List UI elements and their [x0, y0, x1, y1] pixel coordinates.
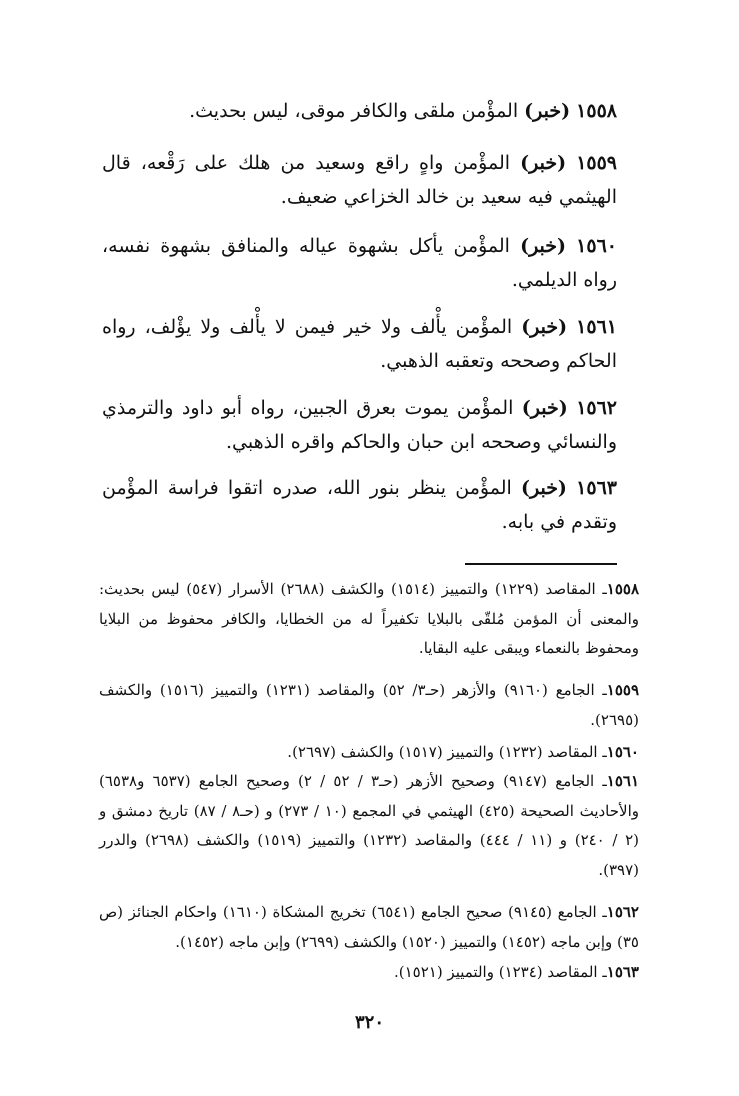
entry-text: المؤْمن ينظر بنور الله، صدره اتقوا فراسة المؤْمن وتقدم في بابه. [102, 477, 617, 533]
footnote-text: ـ الجامع (٩١٤٥) صحيح الجامع (٦٥٤١) تخريج المشكاة (١٦١٠) واحكام الجنائز (ص ٣٥) وإبن ماجه (١٤٥٢) والتمييز (١٥٢٠) والكشف (٢٦٩٩) وإبن ماجه (١٤٥٢). [99, 903, 639, 951]
entry-tag: (خبر) [520, 235, 567, 257]
entry-number: ١٥٦٠ [576, 235, 617, 257]
entry-number: ١٥٦٣ [576, 477, 617, 499]
footnote-text: ـ الجامع (٩١٤٧) وصحيح الأزهر (حـ٣ / ٥٢ / ٢) وصحيح الجامع (٦٥٣٧ و٦٥٣٨) والأحاديث الصحيحة (٤٢٥) الهيثمي في المجمع (١٠ / ٢٧٣) و (حـ٨ / ٨٧) تاريخ دمشق و (٢ / ٢٤٠) و (١١ / ٤٤٤) والمقاصد (١٢٣٢) والتمييز (١٥١٩) والكشف (٢٦٩٨) والدرر (٣٩٧). [99, 772, 640, 879]
entry-1558 [102, 94, 617, 128]
entry-number: ١٥٦١ [576, 316, 617, 338]
entry-tag: (خبر) [524, 100, 571, 122]
footnote-text: ـ الجامع (٩١٦٠) والأزهر (حـ٣/ ٥٢) والمقاصد (١٢٣١) والتمييز (١٥١٦) والكشف (٢٦٩٥). [99, 681, 639, 729]
entry-text: المؤْمن يأْلف ولا خير فيمن لا يأْلف ولا يؤْلف، رواه الحاكم وصححه وتعقبه الذهبي. [102, 316, 617, 372]
entry-tag: (خبر) [520, 477, 567, 499]
footnote-1562 [99, 898, 639, 957]
entry-1561 [102, 310, 617, 378]
footnote-number: ١٥٥٨ [606, 580, 640, 598]
footnote-number: ١٥٦٢ [606, 903, 639, 921]
entry-tag: (خبر) [521, 397, 568, 419]
entry-text: المؤْمن يموت بعرق الجبين، رواه أبو داود والترمذي والنسائي وصححه ابن حبان والحاكم واقره الذهبي. [102, 397, 617, 453]
footnote-number: ١٥٦٣ [606, 963, 639, 981]
entry-text: المؤْمن واهٍ راقع وسعيد من هلك على رَقْعه، قال الهيثمي فيه سعيد بن خالد الخزاعي ضعيف. [102, 152, 617, 208]
footnote-text: ـ المقاصد (١٢٢٩) والتمييز (١٥١٤) والكشف (٢٦٨٨) الأسرار (٥٤٧) ليس بحديث: والمعنى أن المؤمن مُلقّى بالبلايا تكفيراً له من الخطايا، والكافر محفوظ من البلايا ومحفوظ بالنعماء ويبقى عليه البقايا. [99, 580, 639, 657]
footnote-number: ١٥٦٠ [606, 743, 639, 761]
footnote-1559 [99, 676, 639, 735]
entry-number: ١٥٦٢ [576, 397, 618, 419]
footnote-1558 [99, 575, 639, 664]
footnote-1563 [99, 958, 639, 988]
footnote-text: ـ المقاصد (١٢٣٢) والتمييز (١٥١٧) والكشف (٢٦٩٧). [287, 743, 607, 761]
entry-1562 [102, 391, 617, 459]
footnote-1560 [99, 738, 639, 768]
entry-tag: (خبر) [521, 316, 568, 338]
entry-1559 [102, 146, 617, 214]
entry-1563 [102, 471, 617, 539]
entry-text: المؤْمن يأكل بشهوة عياله والمنافق بشهوة نفسه، رواه الديلمي. [102, 235, 617, 291]
entry-text: المؤْمن ملقى والكافر موقى، ليس بحديث. [189, 100, 519, 122]
entry-1560 [102, 229, 617, 297]
footnote-number: ١٥٦١ [606, 772, 640, 790]
footnote-separator [465, 563, 617, 565]
footnote-number: ١٥٥٩ [606, 681, 640, 699]
footnote-text: ـ المقاصد (١٢٣٤) والتمييز (١٥٢١). [393, 963, 607, 981]
footnote-1561 [99, 767, 639, 885]
entry-number: ١٥٥٩ [576, 152, 618, 174]
entry-tag: (خبر) [520, 152, 567, 174]
page-number: ٣٢٠ [354, 1012, 384, 1033]
entry-number: ١٥٥٨ [576, 100, 617, 122]
